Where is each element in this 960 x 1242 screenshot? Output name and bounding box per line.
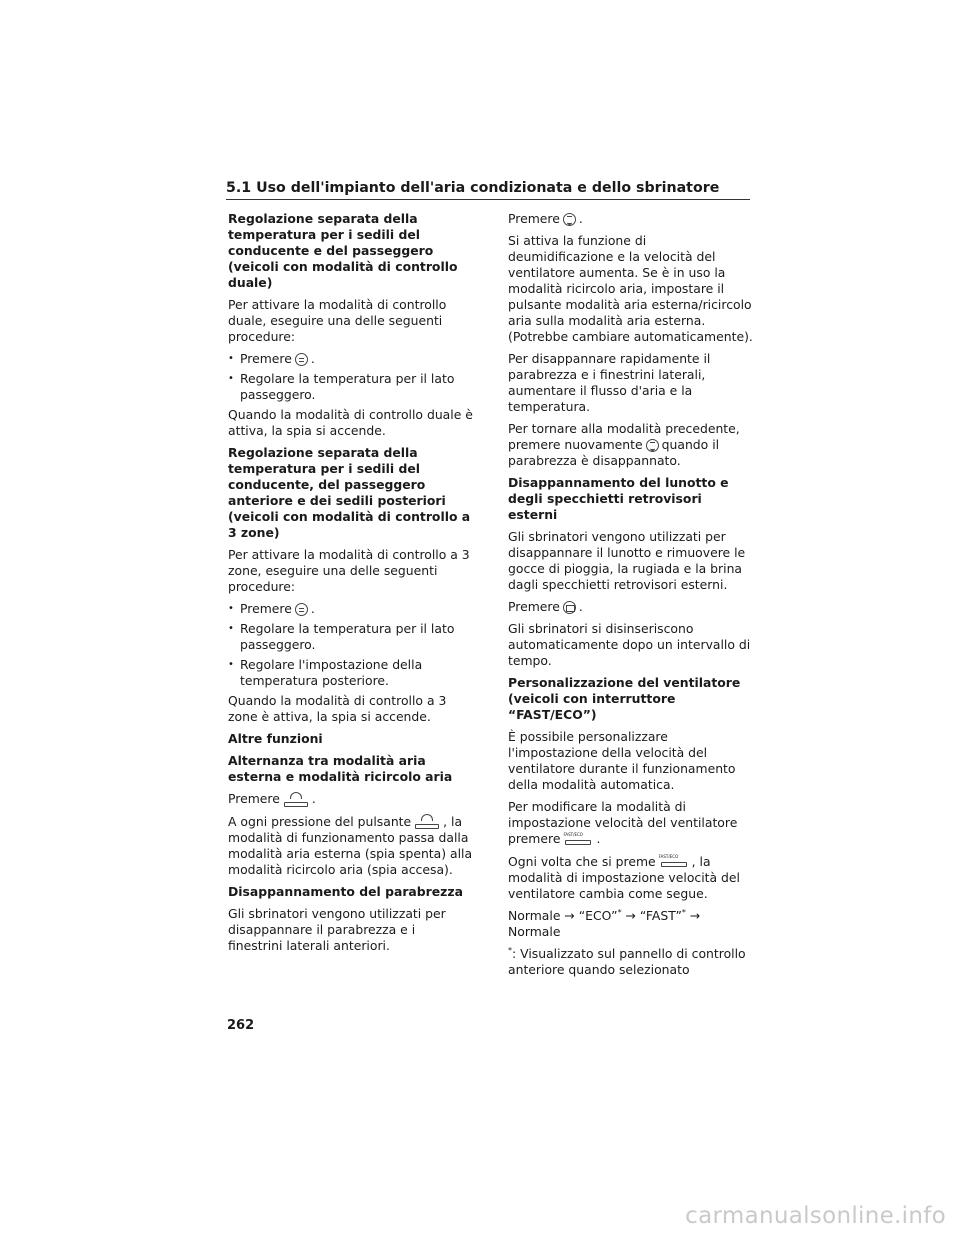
paragraph: Per modificare la modalità di impostazione velocità del ventilatore premere FAST/ECO . — [508, 799, 738, 846]
fast-eco-icon — [659, 854, 689, 870]
fast-eco-icon — [563, 832, 593, 848]
dual-icon — [295, 353, 308, 366]
text: A ogni pressione del pulsante — [228, 813, 412, 829]
paragraph — [508, 854, 753, 903]
text: Premere — [508, 211, 560, 226]
bullet-item: • Premere . — [228, 601, 473, 617]
text: , la modalità di funzionamento passa dalla modalità aria esterna (spia spenta) alla modalità ricircolo aria (spia accesa). — [228, 813, 473, 877]
heading-fan-customization: Personalizzazione del ventilatore (veicoli con interruttore “FAST/ECO”) — [508, 675, 741, 722]
text: Per tornare alla modalità precedente, premere nuovamente — [508, 421, 740, 452]
heading-windshield-defog: Disappannamento del parabrezza — [228, 884, 463, 899]
section-header: 5.1 Uso dell'impianto dell'aria condizionata e dello sbrinatore — [226, 179, 750, 200]
recirculation-icon — [414, 814, 440, 830]
text: Premere — [228, 791, 280, 806]
text: quando il parabrezza è disappannato. — [508, 437, 720, 468]
paragraph: Quando la modalità di controllo a 3 zone è attiva, la spia si accende. — [228, 693, 447, 724]
bullet-text: Regolare l'impostazione della temperatura posteriore. — [240, 657, 423, 688]
paragraph — [508, 421, 753, 469]
paragraph: Gli sbrinatori vengono utilizzati per disappannare il parabrezza e i finestrini laterali anteriori. — [228, 906, 446, 953]
paragraph: È possibile personalizzare l'impostazione della velocità del ventilatore durante il funzionamento della modalità automatica. — [508, 729, 736, 792]
left-column — [228, 211, 473, 960]
paragraph: Quando la modalità di controllo duale è attiva, la spia si accende. — [228, 407, 473, 438]
footnote-mark: * — [508, 945, 512, 955]
heading-3-zone: Regolazione separata della temperatura per i sedili del conducente, del passeggero anteriore e dei sedili posteriori (veicoli con modalità di controllo a 3 zone) — [228, 445, 471, 540]
text: Normale → “ECO” — [508, 908, 618, 923]
page-number: 262 — [227, 1018, 255, 1033]
paragraph: Gli sbrinatori si disinseriscono automaticamente dopo un intervallo di tempo. — [508, 621, 751, 668]
fast-eco-label: FAST/ECO — [658, 854, 679, 859]
rear-defog-icon — [563, 601, 576, 614]
bullet-text: Regolare la temperatura per il lato passeggero. — [240, 371, 455, 402]
bullet-text: Premere — [240, 351, 292, 366]
heading-other-functions: Altre funzioni — [228, 731, 323, 746]
paragraph: Per attivare la modalità di controllo a 3 zone, eseguire una delle seguenti procedure: — [228, 547, 470, 594]
bullet-text: Premere — [240, 601, 292, 616]
fast-eco-label: FAST/ECO — [563, 831, 583, 837]
paragraph: Si attiva la funzione di deumidificazione e la velocità del ventilatore aumenta. Se è in uso la modalità ricircolo aria, impostare il pulsante modalità aria esterna/ricircolo aria sulla modalità aria esterna. (Potrebbe cambiare automaticamente). — [508, 233, 753, 344]
right-column — [508, 211, 753, 984]
windshield-defog-icon — [563, 213, 576, 226]
footnote — [508, 946, 753, 978]
paragraph: Per disappannare rapidamente il parabrezza e i finestrini laterali, aumentare il flusso d'aria e la temperatura. — [508, 351, 711, 414]
footnote-mark: * — [617, 907, 622, 917]
text: : Visualizzato sul pannello di controllo anteriore quando selezionato — [508, 946, 746, 977]
text: → Normale — [508, 908, 701, 939]
text: Ogni volta che si preme — [508, 853, 656, 869]
bullet-item — [228, 371, 473, 403]
paragraph: Per attivare la modalità di controllo duale, eseguire una delle seguenti procedure: — [228, 297, 447, 344]
paragraph: Gli sbrinatori vengono utilizzati per disappannare il lunotto e rimuovere le gocce di pioggia, la rugiada e la brina dagli specchietti retrovisori esterni. — [508, 529, 746, 592]
watermark: carmanualsonline.info — [685, 1203, 946, 1229]
paragraph: Premere . — [228, 791, 316, 806]
text: → “FAST” — [621, 908, 682, 923]
bullet-item — [228, 621, 473, 653]
recirculation-icon — [283, 792, 309, 808]
bullet-item: • Premere . — [228, 351, 473, 367]
bullet-text: Regolare la temperatura per il lato passeggero. — [240, 621, 455, 652]
mode-sequence — [508, 908, 753, 940]
paragraph: Premere . — [508, 211, 583, 226]
zone-icon — [295, 603, 308, 616]
footnote-mark: * — [681, 907, 686, 917]
windshield-defog-icon — [646, 439, 659, 452]
bullet-item — [228, 657, 473, 689]
text: Per modificare la modalità di impostazione velocità del ventilatore premere — [508, 799, 738, 846]
heading-dual-control: Regolazione separata della temperatura per i sedili del conducente e del passeggero (veicoli con modalità di controllo duale) — [228, 211, 458, 290]
text: Premere — [508, 599, 560, 614]
paragraph: Premere . — [508, 599, 583, 614]
heading-recirculation: Alternanza tra modalità aria esterna e modalità ricircolo aria — [228, 753, 453, 784]
text: , la modalità di impostazione velocità del ventilatore cambia come segue. — [508, 853, 740, 901]
heading-rear-defog: Disappannamento del lunotto e degli specchietti retrovisori esterni — [508, 475, 729, 522]
paragraph — [228, 814, 473, 879]
